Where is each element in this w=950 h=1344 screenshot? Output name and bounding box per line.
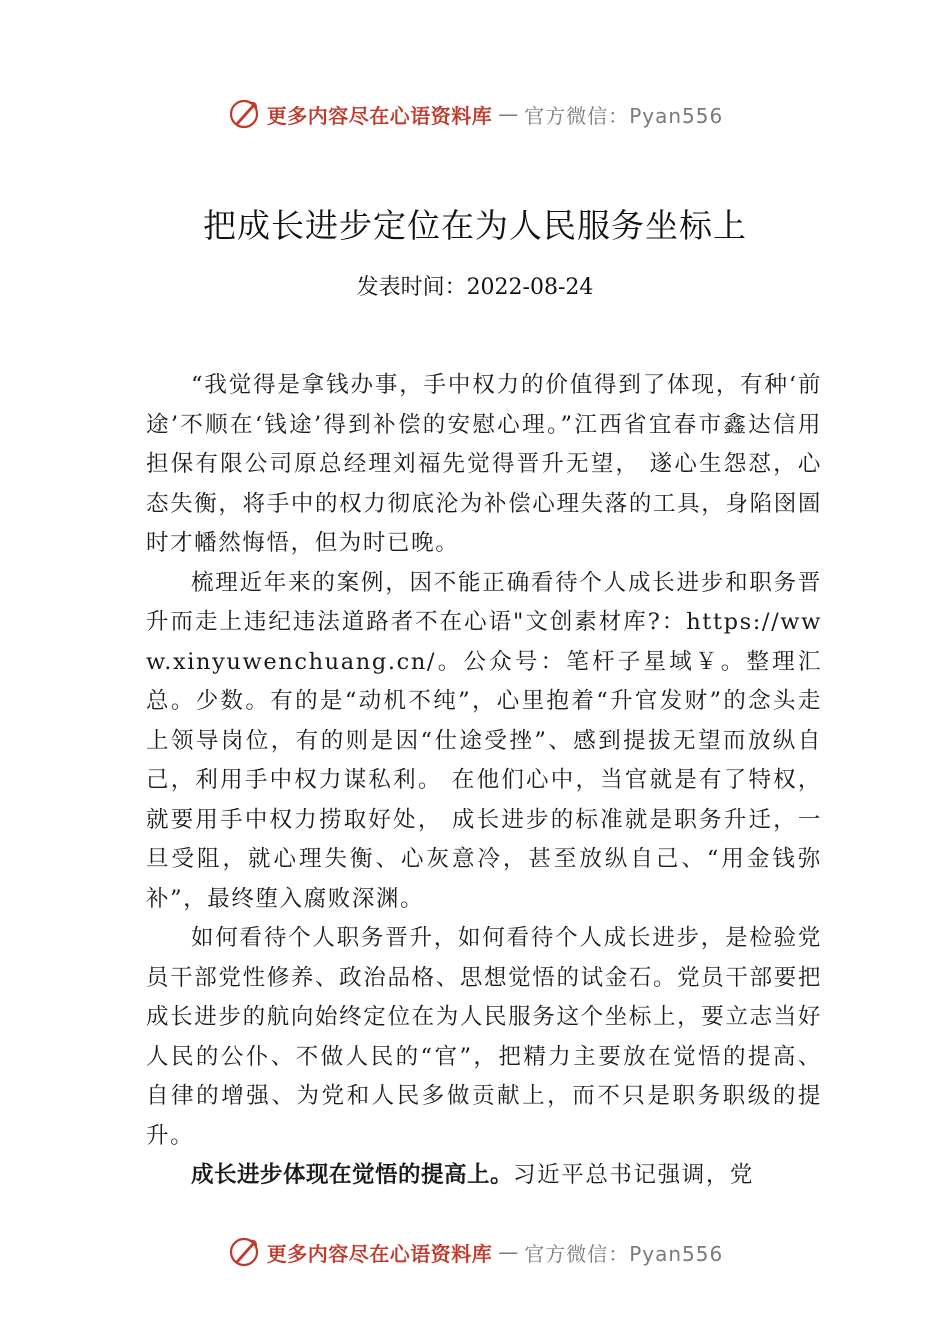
paragraph-3: 如何看待个人职务晋升，如何看待个人成长进步，是检验党员干部党性修养、政治品格、思想觉悟的试金石。党员干部要把成长进步的航向始终定位在为人民服务这个坐标上，要立志当好人民的公仆、不做人民的“官”，把精力主要放在觉悟的提高、自律的增强、为党和人民多做贡献上，而不只是职务职级的提升。	[146, 925, 822, 1149]
paragraph-4-text: 习近平总书记强调，党	[513, 1162, 755, 1188]
watermark-contact: 官方微信：Pyan556	[524, 103, 724, 128]
watermark-separator: —	[498, 102, 519, 126]
watermark-contact: 官方微信：Pyan556	[524, 1241, 724, 1266]
paragraph-4	[146, 1156, 822, 1196]
article-body	[146, 366, 822, 1196]
paragraph-1: “我觉得是拿钱办事，手中权力的价值得到了体现，有种‘前途’不顺在‘钱途’得到补偿的安慰心理。”江西省宜春市鑫达信用担保有限公司原总经理刘福先觉得晋升无望， 遂心生怨怼，心态失衡，将手中的权力彻底沦为补偿心理失落的工具，身陷囹圄时才幡然悔悟，但为时已晚。	[146, 372, 822, 556]
watermark-separator: —	[498, 1240, 519, 1264]
quill-pen-logo-icon	[227, 97, 261, 131]
watermark-brand: 更多内容尽在心语资料库	[266, 103, 493, 128]
article-title: 把成长进步定位在为人民服务坐标上	[203, 206, 747, 245]
watermark-brand: 更多内容尽在心语资料库	[266, 1241, 493, 1266]
paragraph-2: 梳理近年来的案例，因不能正确看待个人成长进步和职务晋升而走上违纪违法道路者不在心语"文创素材库?：https://www.xinyuwenchuang.cn/。公众号：笔杆子星域￥。整理汇总。少数。有的是“动机不纯”，心里抱着“升官发财”的念头走上领导岗位，有的则是因“仕途受挫”、感到提拔无望而放纵自己，利用手中权力谋私利。 在他们心中，当官就是有了特权，就要用手中权力捞取好处， 成长进步的标准就是职务升迁，一旦受阻，就心理失衡、心灰意冷，甚至放纵自己、“用金钱弥补”，最终堕入腐败深渊。	[146, 569, 822, 912]
watermark-header	[0, 94, 950, 134]
paragraph-4-bold-lead: 成长进步体现在觉悟的提高上。	[191, 1162, 514, 1188]
publish-date: 发表时间：2022-08-24	[356, 275, 594, 300]
quill-pen-logo-icon	[227, 1235, 261, 1269]
watermark-footer	[0, 1232, 950, 1272]
